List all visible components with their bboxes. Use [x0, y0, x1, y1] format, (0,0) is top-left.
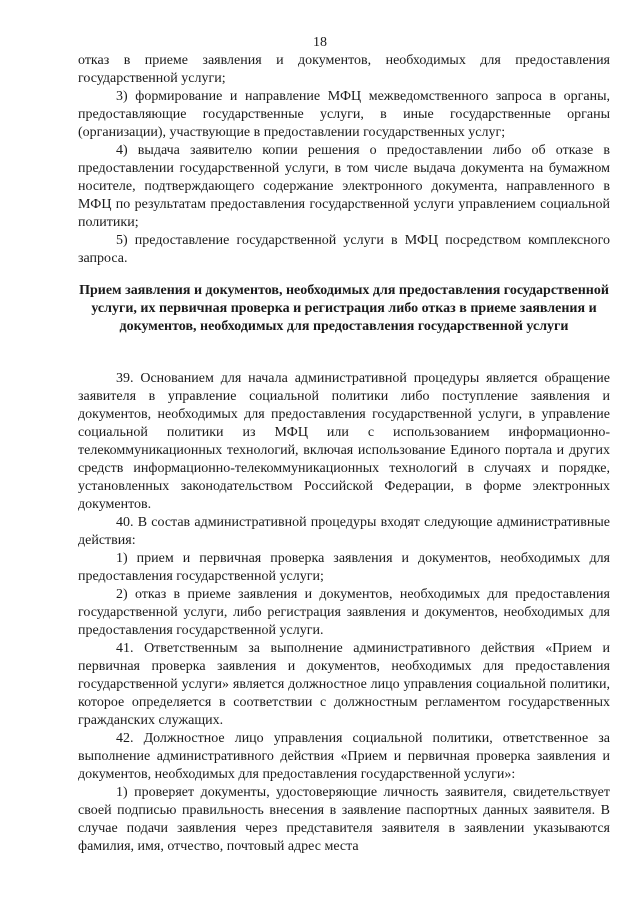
paragraph: 39. Основанием для начала административной процедуры является обращение заявителя в управление социальной политики либо поступление заявления и документов, необходимых для предоставления государственной услуги, в управление социальной политики из МФЦ или с использованием информационно-телекоммуникационных технологий, включая использование Единого портала и других средств информационно-телекоммуникационных технологий в случаях и порядке, установленных законодательством Российской Федерации, в форме электронных документов.: [78, 371, 610, 512]
paragraph: 2) отказ в приеме заявления и документов, необходимых для предоставления государственной услуги, либо регистрация заявления и документов, необходимых для предоставления государственной услуги.: [78, 587, 610, 638]
paragraph: 4) выдача заявителю копии решения о предоставлении либо об отказе в предоставлении государственной услуги, в том числе выдача документа на бумажном носителе, подтверждающего содержание электронного документа, направленного в МФЦ по результатам предоставления государственной услуги управлением социальной политики;: [78, 143, 610, 230]
paragraph: 42. Должностное лицо управления социальной политики, ответственное за выполнение административного действия «Прием и первичная проверка заявления и документов, необходимых для предоставления государственной услуги»:: [78, 731, 610, 782]
section-heading: Прием заявления и документов, необходимых для предоставления государственной услуги, их первичная проверка и регистрация либо отказ в приеме заявления и документов, необходимых для предоставления государственной услуги: [79, 283, 609, 334]
text-block-top: [78, 52, 610, 268]
paragraph: 40. В состав административной процедуры входят следующие административные действия:: [78, 515, 610, 548]
paragraph: 1) прием и первичная проверка заявления и документов, необходимых для предоставления государственной услуги;: [78, 551, 610, 584]
paragraph: 3) формирование и направление МФЦ межведомственного запроса в органы, предоставляющие государственные услуги, в иные государственные органы (организации), участвующие в предоставлении государственных услуг;: [78, 89, 610, 140]
text-block-main: [78, 370, 610, 856]
paragraph: 1) проверяет документы, удостоверяющие личность заявителя, свидетельствует своей подписью правильность внесения в заявление паспортных данных заявителя. В случае подачи заявления через представителя заявителя в заявлении указываются фамилия, имя, отчество, почтовый адрес места: [78, 785, 610, 854]
paragraph: 5) предоставление государственной услуги в МФЦ посредством комплексного запроса.: [78, 233, 610, 266]
page-number: 18: [313, 35, 327, 50]
paragraph: отказ в приеме заявления и документов, необходимых для предоставления государственной услуги;: [78, 53, 610, 86]
paragraph: 41. Ответственным за выполнение административного действия «Прием и первичная проверка заявления и документов, необходимых для предоставления государственной услуги» является должностное лицо управления социальной политики, которое определяется в соответствии с должностным регламентом государственных гражданских служащих.: [78, 641, 610, 728]
